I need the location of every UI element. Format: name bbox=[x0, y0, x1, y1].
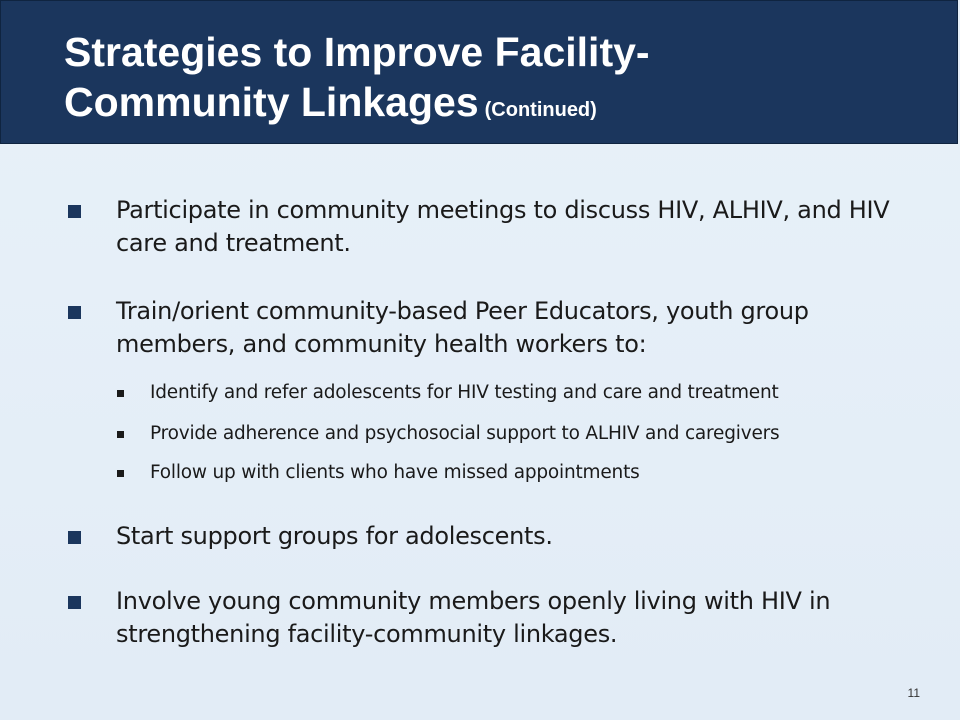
sub-bullet-square-icon bbox=[117, 390, 124, 397]
bullet-square-icon bbox=[68, 596, 81, 609]
bullet-item-3: Start support groups for adolescents. bbox=[116, 522, 553, 550]
sub-bullet-square-icon bbox=[117, 431, 124, 438]
page-number: 11 bbox=[907, 686, 920, 700]
sub-bullet-item-2: Provide adherence and psychosocial support to ALHIV and caregivers bbox=[150, 423, 780, 444]
bullet-item-1: Participate in community meetings to discuss HIV, ALHIV, and HIV care and treatment. bbox=[116, 196, 890, 257]
title-continued-label: (Continued) bbox=[484, 99, 597, 121]
bullet-item-4: Involve young community members openly living with HIV in strengthening facility-community linkages. bbox=[116, 587, 831, 648]
sub-bullet-item-1: Identify and refer adolescents for HIV testing and care and treatment bbox=[150, 382, 779, 403]
bullet-square-icon bbox=[68, 531, 81, 544]
bullet-square-icon bbox=[68, 205, 81, 218]
sub-bullet-item-3: Follow up with clients who have missed appointments bbox=[150, 462, 640, 483]
title-line-2: Community Linkages bbox=[64, 79, 479, 125]
title-line-1: Strategies to Improve Facility- bbox=[64, 29, 650, 75]
sub-bullet-square-icon bbox=[117, 470, 124, 477]
bullet-square-icon bbox=[68, 306, 81, 319]
bullet-item-2: Train/orient community-based Peer Educators, youth group members, and community health workers to: bbox=[116, 297, 809, 358]
